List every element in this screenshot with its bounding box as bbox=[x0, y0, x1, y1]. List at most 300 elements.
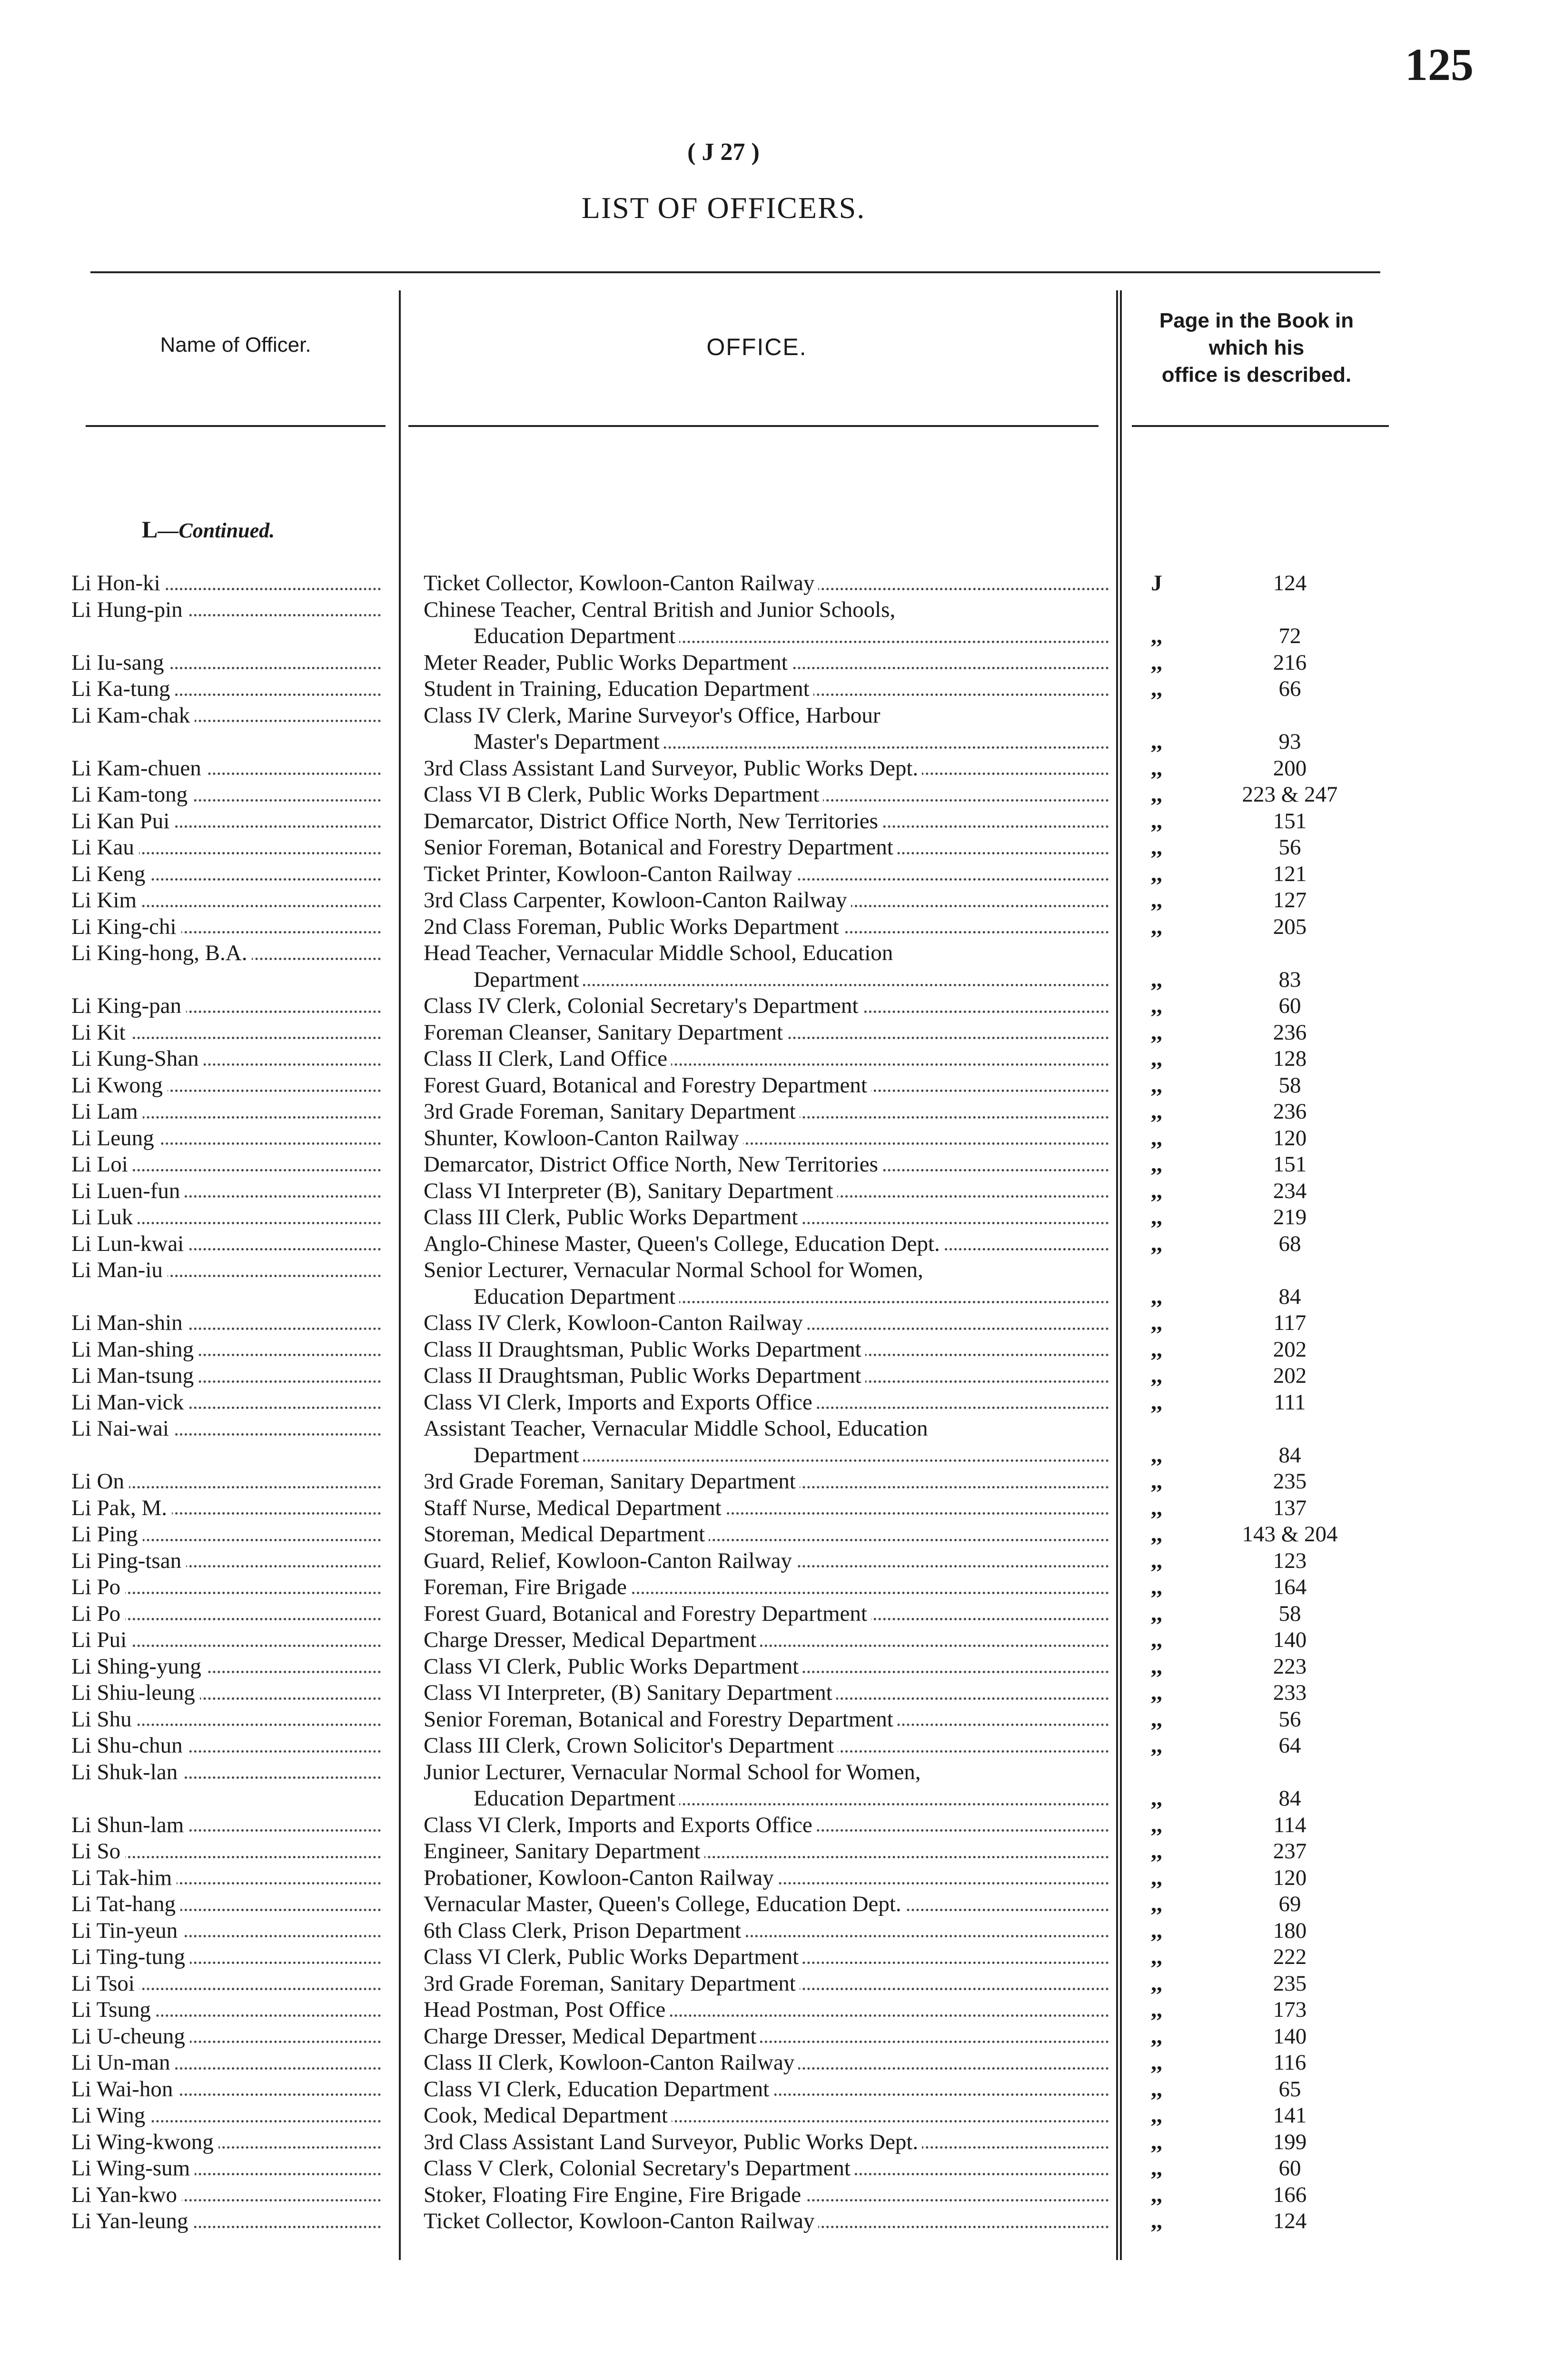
office-cell bbox=[424, 1971, 1109, 1997]
book-ref: ,, bbox=[1151, 782, 1162, 807]
officer-name-cell bbox=[71, 2023, 381, 2050]
officer-row bbox=[0, 808, 1544, 835]
header-rule-name bbox=[86, 425, 386, 427]
book-ref: ,, bbox=[1151, 1205, 1162, 1230]
officer-row bbox=[0, 1495, 1544, 1522]
officer-name-cell bbox=[71, 676, 381, 703]
office-text: Chinese Teacher, Central British and Junior Schools, bbox=[424, 597, 899, 622]
page-ref: 58 bbox=[1278, 1601, 1301, 1626]
book-ref: ,, bbox=[1151, 1522, 1162, 1547]
office-cell bbox=[424, 755, 1109, 782]
officer-row bbox=[0, 782, 1544, 808]
book-ref: ,, bbox=[1151, 835, 1162, 860]
page-ref: 202 bbox=[1273, 1363, 1307, 1388]
page-ref: 223 bbox=[1273, 1654, 1307, 1679]
officer-row-line bbox=[0, 2102, 1544, 2129]
office-text: Head Postman, Post Office bbox=[424, 1997, 669, 2022]
officer-row-line bbox=[0, 1363, 1544, 1389]
officer-row bbox=[0, 676, 1544, 703]
page-ref: 140 bbox=[1273, 2023, 1307, 2049]
book-ref: ,, bbox=[1151, 2156, 1162, 2181]
office-text: Demarcator, District Office North, New Territories bbox=[424, 1152, 882, 1177]
office-cell bbox=[424, 2208, 1109, 2235]
officer-name: Li Shiu-leung bbox=[71, 1680, 200, 1705]
office-text: 3rd Grade Foreman, Sanitary Department bbox=[424, 1099, 800, 1124]
book-ref: ,, bbox=[1151, 861, 1162, 886]
office-text: Class VI Clerk, Imports and Exports Office bbox=[424, 1390, 816, 1415]
page-ref: 68 bbox=[1278, 1231, 1301, 1256]
book-ref: ,, bbox=[1151, 2103, 1162, 2128]
book-ref: ,, bbox=[1151, 1706, 1162, 1732]
page-ref: 117 bbox=[1273, 1310, 1306, 1335]
page-ref: 235 bbox=[1273, 1469, 1307, 1494]
column-header-page-line: Page in the Book in bbox=[1159, 309, 1354, 332]
book-ref: ,, bbox=[1151, 1997, 1162, 2022]
office-text: Department bbox=[474, 967, 583, 992]
office-cell bbox=[424, 1389, 1109, 1416]
officer-row-line bbox=[0, 782, 1544, 808]
officer-name-cell bbox=[71, 1363, 381, 1389]
page-ref: 116 bbox=[1273, 2050, 1306, 2075]
book-ref: ,, bbox=[1151, 993, 1162, 1018]
office-cell bbox=[424, 1759, 1109, 1786]
officer-name-cell bbox=[71, 1759, 381, 1786]
office-cell bbox=[424, 2182, 1109, 2209]
page-ref: 236 bbox=[1273, 1099, 1307, 1124]
office-text: Class VI Clerk, Education Department bbox=[424, 2077, 773, 2102]
officer-name-cell bbox=[71, 1204, 381, 1231]
officer-row bbox=[0, 1099, 1544, 1125]
page-ref: 141 bbox=[1273, 2103, 1307, 2128]
officer-row-line bbox=[0, 1442, 1544, 1469]
book-ref: ,, bbox=[1151, 2182, 1162, 2207]
page-ref: 114 bbox=[1273, 1812, 1306, 1837]
officer-row bbox=[0, 1337, 1544, 1363]
officer-row-line bbox=[0, 1204, 1544, 1231]
office-text: Class III Clerk, Public Works Department bbox=[424, 1205, 802, 1230]
officer-name-cell bbox=[71, 1416, 381, 1442]
office-text: Shunter, Kowloon-Canton Railway bbox=[424, 1126, 743, 1150]
officer-row bbox=[0, 1759, 1544, 1812]
officer-name-cell bbox=[71, 1548, 381, 1575]
officer-name-cell bbox=[71, 1231, 381, 1258]
officer-row-line bbox=[0, 1389, 1544, 1416]
officer-name: Li On bbox=[71, 1469, 129, 1494]
officer-name-cell bbox=[71, 703, 381, 729]
officer-name-cell bbox=[71, 1072, 381, 1099]
officer-name: Li Luen-fun bbox=[71, 1179, 185, 1203]
officer-name-cell bbox=[71, 1838, 381, 1865]
office-cell bbox=[424, 1099, 1109, 1125]
section-label bbox=[142, 516, 275, 543]
officer-row-line bbox=[0, 808, 1544, 835]
officer-name: Li Un-man bbox=[71, 2050, 175, 2075]
page-ref: 205 bbox=[1273, 914, 1307, 939]
office-cell bbox=[424, 1072, 1109, 1099]
officer-row bbox=[0, 1918, 1544, 1944]
book-ref: ,, bbox=[1151, 914, 1162, 939]
officer-name-cell bbox=[71, 1706, 381, 1733]
book-ref: ,, bbox=[1151, 1654, 1162, 1679]
officer-name-cell bbox=[71, 1337, 381, 1363]
officer-row bbox=[0, 1125, 1544, 1152]
book-ref: ,, bbox=[1151, 1548, 1162, 1573]
page-ref: 120 bbox=[1273, 1865, 1307, 1890]
page-ref: 234 bbox=[1273, 1178, 1307, 1203]
office-cell bbox=[424, 1706, 1109, 1733]
officer-row-line bbox=[0, 1944, 1544, 1971]
officer-name: Li Tak-him bbox=[71, 1865, 177, 1890]
office-cell bbox=[474, 1785, 1109, 1812]
page-ref: 219 bbox=[1273, 1205, 1307, 1230]
officer-row-line bbox=[0, 940, 1544, 967]
officer-name: Li Lam bbox=[71, 1099, 143, 1124]
office-text: Cook, Medical Department bbox=[424, 2103, 672, 2128]
office-cell bbox=[424, 940, 1109, 967]
officer-name: Li Ping-tsan bbox=[71, 1548, 186, 1573]
page-ref: 60 bbox=[1278, 993, 1301, 1018]
office-text: Vernacular Master, Queen's College, Education Dept. bbox=[424, 1892, 905, 1916]
officer-row bbox=[0, 755, 1544, 782]
book-ref: J bbox=[1151, 571, 1162, 595]
officer-row-line bbox=[0, 1706, 1544, 1733]
book-ref: ,, bbox=[1151, 1284, 1162, 1309]
officer-row bbox=[0, 1654, 1544, 1680]
officer-name: Li Hon-ki bbox=[71, 571, 165, 595]
officer-row-line bbox=[0, 1284, 1544, 1310]
officer-row-line bbox=[0, 1020, 1544, 1046]
officer-row-line bbox=[0, 623, 1544, 650]
office-text: Charge Dresser, Medical Department bbox=[424, 2024, 760, 2049]
office-cell bbox=[424, 1495, 1109, 1522]
officer-name: Li Man-tsung bbox=[71, 1363, 198, 1388]
page-ref: 202 bbox=[1273, 1337, 1307, 1362]
officer-row bbox=[0, 887, 1544, 914]
page-ref: 66 bbox=[1278, 676, 1301, 701]
officer-name-cell bbox=[71, 1020, 381, 1046]
office-cell bbox=[424, 597, 1109, 624]
office-cell bbox=[424, 1733, 1109, 1759]
office-cell bbox=[474, 623, 1109, 650]
officer-row bbox=[0, 2208, 1544, 2235]
officer-row-line bbox=[0, 834, 1544, 861]
office-cell bbox=[424, 1231, 1109, 1258]
office-text: Probationer, Kowloon-Canton Railway bbox=[424, 1865, 778, 1890]
officer-row bbox=[0, 1891, 1544, 1918]
page-ref: 56 bbox=[1278, 835, 1301, 860]
officer-row-line bbox=[0, 1495, 1544, 1522]
officer-name-cell bbox=[71, 808, 381, 835]
book-ref: ,, bbox=[1151, 808, 1162, 833]
office-text: 3rd Class Assistant Land Surveyor, Public Works Dept. bbox=[424, 756, 922, 781]
officer-row bbox=[0, 1521, 1544, 1548]
officer-name: Li Man-vick bbox=[71, 1390, 188, 1415]
book-ref: ,, bbox=[1151, 2076, 1162, 2102]
officer-row bbox=[0, 861, 1544, 888]
office-text: Senior Foreman, Botanical and Forestry Department bbox=[424, 1707, 897, 1732]
book-ref: ,, bbox=[1151, 1020, 1162, 1045]
officer-name-cell bbox=[71, 1495, 381, 1522]
book-ref: ,, bbox=[1151, 888, 1162, 912]
officer-name-cell bbox=[71, 755, 381, 782]
officer-name-cell bbox=[71, 1918, 381, 1944]
officer-row-line bbox=[0, 1416, 1544, 1442]
office-text: Class V Clerk, Colonial Secretary's Department bbox=[424, 2156, 854, 2181]
office-text: Anglo-Chinese Master, Queen's College, Education Dept. bbox=[424, 1231, 944, 1256]
officer-name-cell bbox=[71, 1812, 381, 1839]
page-ref: 222 bbox=[1273, 1944, 1307, 1969]
officer-row-line bbox=[0, 1151, 1544, 1178]
office-text: Class IV Clerk, Colonial Secretary's Department bbox=[424, 993, 862, 1018]
office-text: Foreman Cleanser, Sanitary Department bbox=[424, 1020, 787, 1045]
book-ref: ,, bbox=[1151, 676, 1162, 701]
page-ref: 84 bbox=[1278, 1442, 1301, 1468]
office-text: Ticket Collector, Kowloon-Canton Railway bbox=[424, 571, 818, 595]
office-text: Forest Guard, Botanical and Forestry Department bbox=[424, 1601, 871, 1626]
officer-row-line bbox=[0, 993, 1544, 1020]
officer-name: Li Shuk-lan bbox=[71, 1760, 182, 1785]
officer-row bbox=[0, 650, 1544, 676]
page-ref: 120 bbox=[1273, 1125, 1307, 1150]
officer-name: Li Tsung bbox=[71, 1997, 156, 2022]
officer-name: Li Hung-pin bbox=[71, 597, 188, 622]
officer-row bbox=[0, 1416, 1544, 1468]
officer-row bbox=[0, 834, 1544, 861]
office-text: Storeman, Medical Department bbox=[424, 1522, 709, 1547]
officer-row bbox=[0, 914, 1544, 941]
officer-row-line bbox=[0, 570, 1544, 597]
officer-row-line bbox=[0, 2023, 1544, 2050]
officer-row-line bbox=[0, 1125, 1544, 1152]
office-text: Class VI B Clerk, Public Works Department bbox=[424, 782, 823, 807]
office-text: Class VI Interpreter (B), Sanitary Department bbox=[424, 1179, 837, 1203]
officer-row bbox=[0, 1310, 1544, 1337]
officer-row bbox=[0, 1574, 1544, 1601]
officer-name-cell bbox=[71, 861, 381, 888]
officer-row-line bbox=[0, 597, 1544, 624]
officer-name-cell bbox=[71, 2208, 381, 2235]
officer-name-cell bbox=[71, 1627, 381, 1654]
officer-row-line bbox=[0, 1548, 1544, 1575]
office-text: Demarcator, District Office North, New Territories bbox=[424, 809, 882, 833]
book-ref: ,, bbox=[1151, 650, 1162, 675]
page-ref: 237 bbox=[1273, 1839, 1307, 1864]
officer-row bbox=[0, 2023, 1544, 2050]
office-cell bbox=[424, 1627, 1109, 1654]
officer-name-cell bbox=[71, 940, 381, 967]
officer-row bbox=[0, 703, 1544, 755]
officer-name: Li Pui bbox=[71, 1627, 131, 1652]
office-text: 3rd Grade Foreman, Sanitary Department bbox=[424, 1469, 800, 1494]
office-text: 6th Class Clerk, Prison Department bbox=[424, 1918, 745, 1943]
officer-name-cell bbox=[71, 1521, 381, 1548]
officer-name: Li Ting-tung bbox=[71, 1944, 190, 1969]
office-cell bbox=[424, 1521, 1109, 1548]
office-cell bbox=[424, 1918, 1109, 1944]
officer-name-cell bbox=[71, 1468, 381, 1495]
page-ref: 164 bbox=[1273, 1575, 1307, 1599]
officer-row bbox=[0, 2050, 1544, 2076]
officer-row bbox=[0, 1971, 1544, 1997]
book-ref: ,, bbox=[1151, 2209, 1162, 2233]
page-ref: 137 bbox=[1273, 1495, 1307, 1520]
office-text: Charge Dresser, Medical Department bbox=[424, 1627, 760, 1652]
officer-name: Li Leung bbox=[71, 1126, 159, 1150]
page-ref: 235 bbox=[1273, 1971, 1307, 1996]
officer-row-line bbox=[0, 1257, 1544, 1284]
book-ref: ,, bbox=[1151, 2023, 1162, 2049]
officer-name: Li Wing-kwong bbox=[71, 2130, 218, 2154]
page-ref: 199 bbox=[1273, 2129, 1307, 2154]
officer-name: Li King-chi bbox=[71, 914, 181, 939]
book-ref: ,, bbox=[1151, 1099, 1162, 1124]
book-ref: ,, bbox=[1151, 1178, 1162, 1203]
officer-name-cell bbox=[71, 887, 381, 914]
officer-row bbox=[0, 1468, 1544, 1495]
officer-row-line bbox=[0, 1680, 1544, 1706]
officer-row bbox=[0, 1257, 1544, 1310]
page-ref: 60 bbox=[1278, 2156, 1301, 2181]
officer-row-line bbox=[0, 2129, 1544, 2156]
officer-name-cell bbox=[71, 1971, 381, 1997]
office-text: Education Department bbox=[474, 1284, 679, 1309]
officer-row-line bbox=[0, 729, 1544, 755]
office-cell bbox=[474, 1284, 1109, 1310]
officer-name-cell bbox=[71, 1178, 381, 1205]
officer-name: Li Kan Pui bbox=[71, 809, 174, 833]
officer-row-line bbox=[0, 887, 1544, 914]
book-ref: ,, bbox=[1151, 1442, 1162, 1468]
office-cell bbox=[424, 1416, 1109, 1442]
office-cell bbox=[424, 834, 1109, 861]
officer-name: Li Yan-leung bbox=[71, 2209, 193, 2233]
officer-row bbox=[0, 1601, 1544, 1627]
officer-name: Li Tsoi bbox=[71, 1971, 139, 1996]
page-ref: 123 bbox=[1273, 1548, 1307, 1573]
officer-row-line bbox=[0, 1337, 1544, 1363]
office-cell bbox=[424, 1257, 1109, 1284]
office-text: Class VI Clerk, Public Works Department bbox=[424, 1944, 802, 1969]
officer-name-cell bbox=[71, 597, 381, 624]
office-cell bbox=[424, 2023, 1109, 2050]
book-ref: ,, bbox=[1151, 1363, 1162, 1388]
book-ref: ,, bbox=[1151, 1152, 1162, 1177]
officer-row bbox=[0, 1733, 1544, 1759]
officer-row bbox=[0, 1812, 1544, 1839]
page-ref: 56 bbox=[1278, 1706, 1301, 1732]
officer-name: Li U-cheung bbox=[71, 2024, 190, 2049]
officer-row-line bbox=[0, 650, 1544, 676]
officer-name-cell bbox=[71, 1574, 381, 1601]
officer-name: Li Wai-hon bbox=[71, 2077, 178, 2102]
officer-name: Li Nai-wai bbox=[71, 1416, 174, 1441]
book-ref: ,, bbox=[1151, 624, 1162, 648]
page-ref: 223 & 247 bbox=[1242, 782, 1338, 807]
officer-name-cell bbox=[71, 1151, 381, 1178]
officer-name: Li Man-shin bbox=[71, 1310, 188, 1335]
book-ref: ,, bbox=[1151, 1389, 1162, 1415]
officer-name: Li Kung-Shan bbox=[71, 1046, 204, 1071]
officer-name-cell bbox=[71, 782, 381, 808]
office-text: Meter Reader, Public Works Department bbox=[424, 650, 792, 675]
officer-name: Li Shun-lam bbox=[71, 1813, 188, 1837]
page-ref: 58 bbox=[1278, 1072, 1301, 1098]
page-ref: 84 bbox=[1278, 1284, 1301, 1309]
office-cell bbox=[424, 1944, 1109, 1971]
office-text: Assistant Teacher, Vernacular Middle School, Education bbox=[424, 1416, 931, 1441]
office-cell bbox=[424, 2155, 1109, 2182]
column-header-page bbox=[1123, 307, 1390, 388]
officer-name-cell bbox=[71, 2155, 381, 2182]
officer-name-cell bbox=[71, 1944, 381, 1971]
officer-row-line bbox=[0, 2076, 1544, 2103]
officer-row-line bbox=[0, 1574, 1544, 1601]
officer-row-line bbox=[0, 1812, 1544, 1839]
officer-name-cell bbox=[71, 1891, 381, 1918]
office-cell bbox=[424, 1310, 1109, 1337]
officer-name: Li Ka-tung bbox=[71, 676, 175, 701]
officer-row bbox=[0, 2102, 1544, 2129]
page-ref: 236 bbox=[1273, 1020, 1307, 1045]
officer-name: Li Shing-yung bbox=[71, 1654, 206, 1679]
page-ref: 64 bbox=[1278, 1733, 1301, 1758]
officer-row bbox=[0, 1231, 1544, 1258]
office-cell bbox=[424, 2129, 1109, 2156]
office-text: Class VI Interpreter, (B) Sanitary Department bbox=[424, 1680, 836, 1705]
officer-name: Li Kim bbox=[71, 888, 141, 912]
office-text: Forest Guard, Botanical and Forestry Department bbox=[424, 1073, 871, 1098]
page-ref: 69 bbox=[1278, 1892, 1301, 1916]
office-text: 3rd Class Assistant Land Surveyor, Public Works Dept. bbox=[424, 2130, 922, 2154]
officer-name: Li King-hong, B.A. bbox=[71, 941, 252, 965]
office-cell bbox=[424, 1601, 1109, 1627]
office-cell bbox=[424, 2050, 1109, 2076]
book-ref: ,, bbox=[1151, 1892, 1162, 1916]
officer-name: Li Kit bbox=[71, 1020, 130, 1045]
officer-name: Li Kam-chak bbox=[71, 703, 195, 728]
book-ref: ,, bbox=[1151, 1839, 1162, 1864]
office-cell bbox=[474, 967, 1109, 993]
officer-name-cell bbox=[71, 1997, 381, 2023]
office-cell bbox=[424, 1468, 1109, 1495]
officer-name: Li Yan-kwo bbox=[71, 2182, 182, 2207]
officer-row bbox=[0, 1020, 1544, 1046]
header-rule-office bbox=[408, 425, 1099, 427]
book-ref: ,, bbox=[1151, 1812, 1162, 1837]
section-letter: L bbox=[142, 516, 158, 543]
officer-row-line bbox=[0, 1178, 1544, 1205]
office-text: Engineer, Sanitary Department bbox=[424, 1839, 704, 1864]
office-text: Class II Draughtsman, Public Works Department bbox=[424, 1363, 865, 1388]
officer-name: Li Kau bbox=[71, 835, 139, 860]
officer-row-line bbox=[0, 1521, 1544, 1548]
office-text: Senior Foreman, Botanical and Forestry Department bbox=[424, 835, 897, 860]
officer-row-line bbox=[0, 1785, 1544, 1812]
book-ref: ,, bbox=[1151, 1627, 1162, 1652]
officer-name: Li Wing-sum bbox=[71, 2156, 195, 2181]
book-ref: ,, bbox=[1151, 1125, 1162, 1150]
office-text: Senior Lecturer, Vernacular Normal School for Women, bbox=[424, 1258, 927, 1282]
officer-row-line bbox=[0, 1099, 1544, 1125]
office-text: Foreman, Fire Brigade bbox=[424, 1575, 631, 1599]
officer-row-line bbox=[0, 967, 1544, 993]
officer-row-line bbox=[0, 1971, 1544, 1997]
page-ref: 83 bbox=[1278, 967, 1301, 992]
page-ref: 166 bbox=[1273, 2182, 1307, 2207]
officer-name: Li King-pan bbox=[71, 993, 186, 1018]
office-cell bbox=[424, 2076, 1109, 2103]
officer-row-line bbox=[0, 1310, 1544, 1337]
